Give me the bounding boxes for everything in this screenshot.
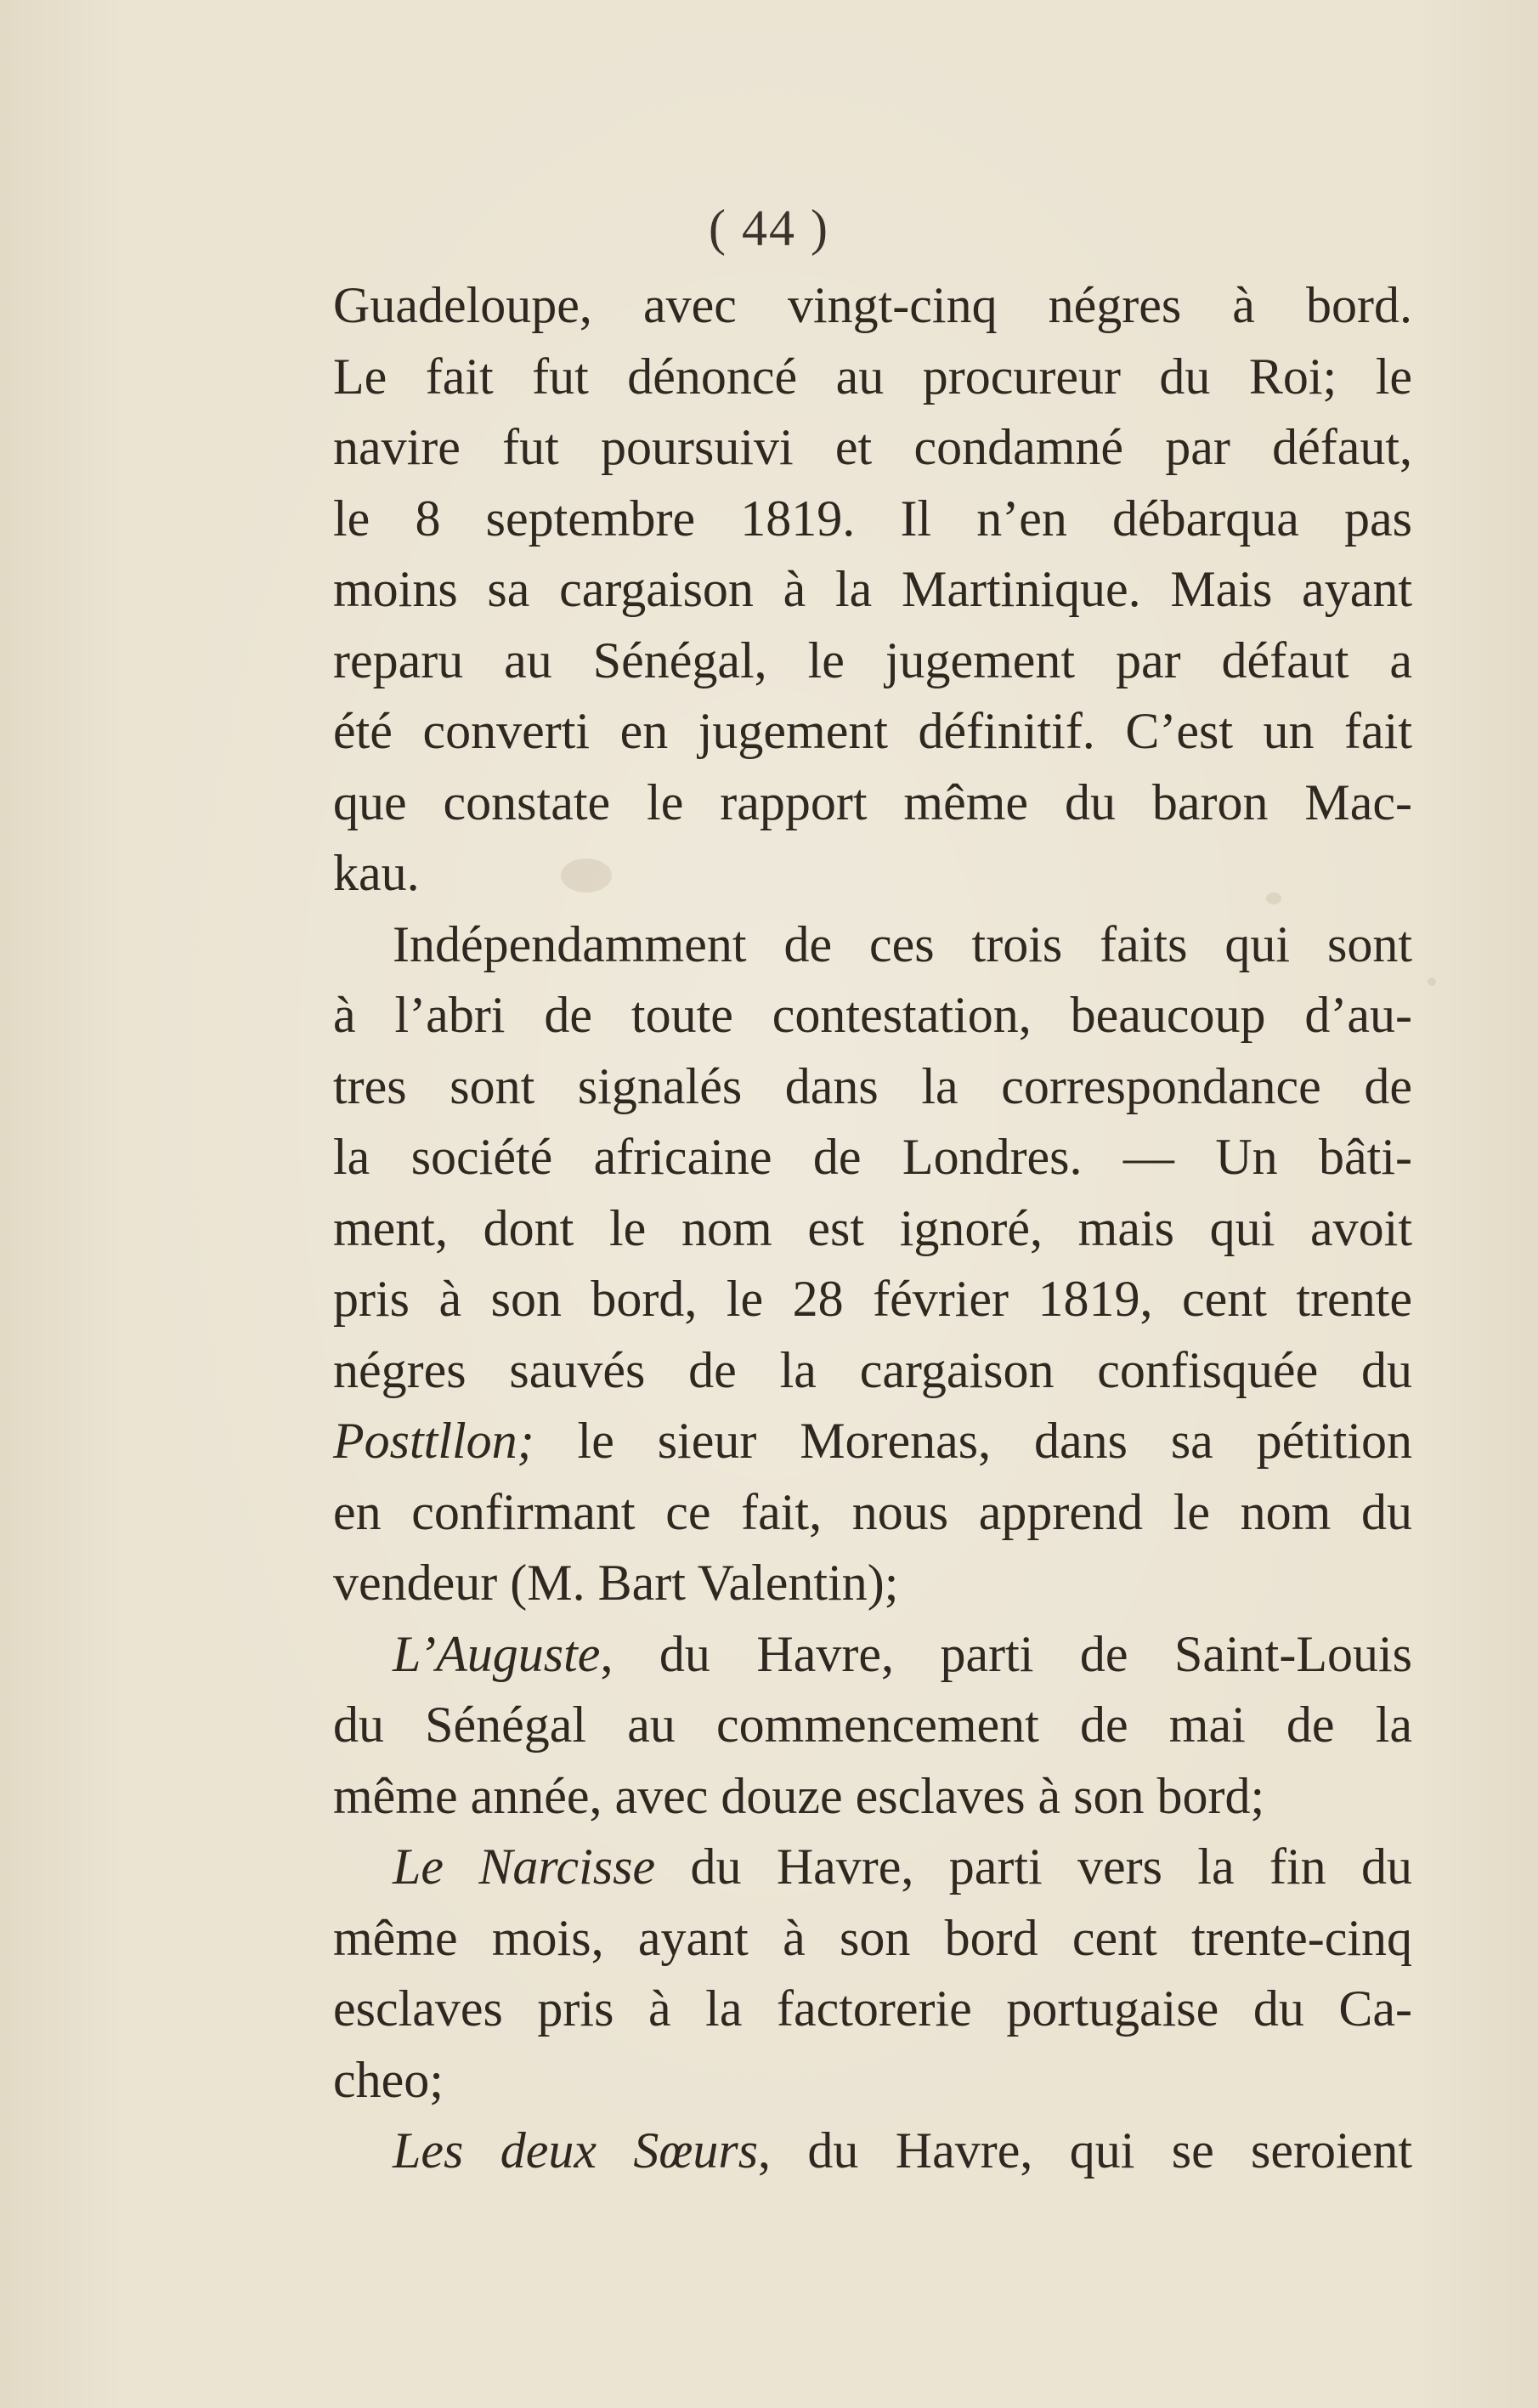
text-line xyxy=(333,626,1412,697)
line-text: , du Havre, parti de Saint-Louis xyxy=(600,1625,1412,1682)
text-line xyxy=(333,412,1412,484)
line-text: en confirmant ce fait, nous apprend le nom du xyxy=(333,1483,1412,1540)
line-text: Guadeloupe, avec vingt-cinq négres à bord. xyxy=(333,277,1412,333)
text-line xyxy=(333,696,1412,768)
line-text: Le fait fut dénoncé au procureur du Roi; le xyxy=(333,348,1412,405)
text-line xyxy=(333,1477,1412,1549)
text-line xyxy=(333,1974,1412,2045)
paper-stain xyxy=(1428,977,1436,986)
text-line xyxy=(333,768,1412,839)
line-text: Indépendamment de ces trois faits qui sont xyxy=(393,915,1412,972)
line-text: navire fut poursuivi et condamné par défaut, xyxy=(333,419,1412,475)
line-text: même mois, ayant à son bord cent trente-cinq xyxy=(333,1909,1412,1966)
line-text: esclaves pris à la factorerie portugaise du Ca- xyxy=(333,1980,1412,2037)
line-text: reparu au Sénégal, le jugement par défaut a xyxy=(333,632,1412,688)
line-text: été converti en jugement définitif. C’est un fait xyxy=(333,703,1412,759)
text-line xyxy=(333,484,1412,555)
text-line xyxy=(333,1690,1412,1761)
line-text: le sieur Morenas, dans sa pétition xyxy=(534,1413,1412,1469)
line-text: du Sénégal au commencement de mai de la xyxy=(333,1697,1412,1753)
text-line xyxy=(333,1548,1412,1619)
text-line xyxy=(333,1832,1412,1903)
line-text: négres sauvés de la cargaison confisquée du xyxy=(333,1341,1412,1398)
line-text: du Havre, parti vers la fin du xyxy=(655,1839,1412,1895)
page-number: ( 44 ) xyxy=(709,200,829,256)
text-line xyxy=(333,2116,1412,2187)
text-line xyxy=(333,342,1412,413)
text-line xyxy=(333,1335,1412,1407)
text-line xyxy=(333,2045,1412,2116)
text-line xyxy=(333,1193,1412,1265)
line-text: même année, avec douze esclaves à son bord; xyxy=(333,1767,1265,1824)
text-block xyxy=(333,270,1412,2187)
line-text: que constate le rapport même du baron Mac- xyxy=(333,773,1412,830)
text-line xyxy=(333,1051,1412,1123)
italic-title: Les deux Sœurs xyxy=(393,2122,759,2179)
line-text: le 8 septembre 1819. Il n’en débarqua pas xyxy=(333,490,1412,547)
line-text: cheo; xyxy=(333,2051,444,2108)
text-line xyxy=(333,1122,1412,1193)
line-text: kau. xyxy=(333,845,420,901)
text-line xyxy=(333,909,1412,981)
line-text: pris à son bord, le 28 février 1819, cent trente xyxy=(333,1271,1412,1327)
text-line xyxy=(333,1903,1412,1975)
line-text: ment, dont le nom est ignoré, mais qui avoit xyxy=(333,1199,1412,1256)
text-line xyxy=(333,1761,1412,1833)
line-text: tres sont signalés dans la correspondance de xyxy=(333,1057,1412,1114)
text-line xyxy=(333,1619,1412,1691)
text-line xyxy=(333,838,1412,909)
italic-title: L’Auguste xyxy=(393,1625,601,1682)
line-text: la société africaine de Londres. — Un bâti- xyxy=(333,1129,1412,1185)
line-text: à l’abri de toute contestation, beaucoup d’au- xyxy=(333,987,1412,1043)
text-line xyxy=(333,980,1412,1051)
line-text: , du Havre, qui se seroient xyxy=(758,2122,1412,2179)
italic-title: Le Narcisse xyxy=(393,1839,656,1895)
italic-title: Posttllon; xyxy=(333,1413,534,1469)
text-line xyxy=(333,554,1412,626)
line-text: moins sa cargaison à la Martinique. Mais ayant xyxy=(333,561,1412,617)
text-line xyxy=(333,270,1412,342)
line-text: vendeur (M. Bart Valentin); xyxy=(333,1555,899,1611)
text-line xyxy=(333,1406,1412,1477)
text-line xyxy=(333,1264,1412,1335)
